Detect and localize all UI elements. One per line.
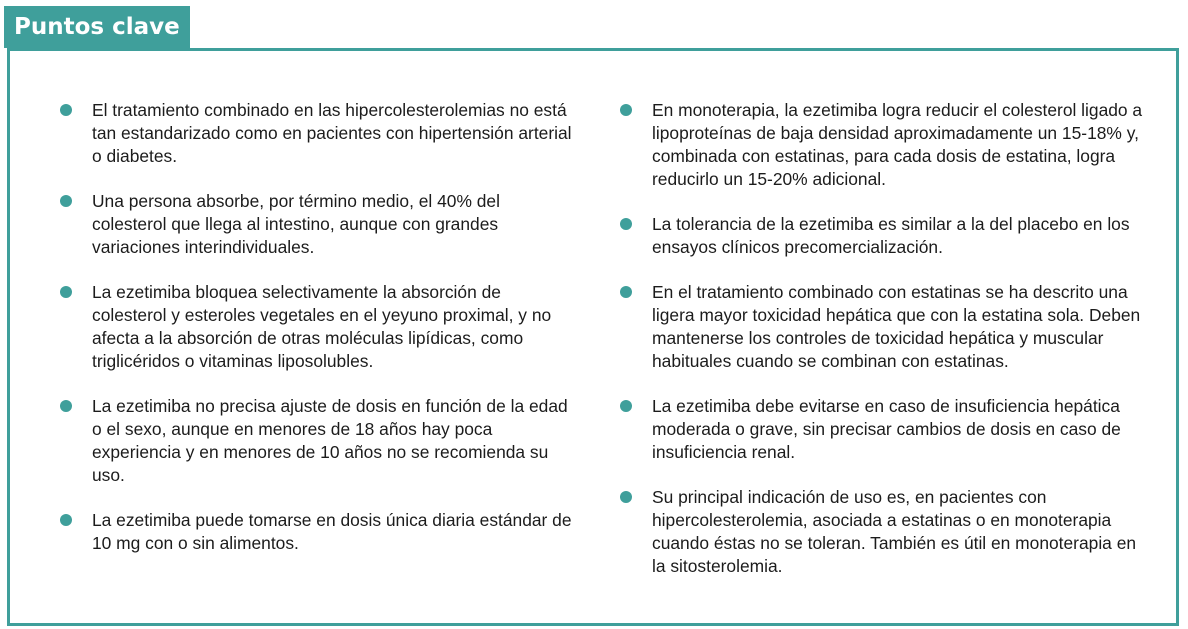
list-item: [620, 281, 1150, 373]
list-item: [60, 281, 575, 373]
bullet-icon: [620, 400, 632, 412]
item-text: La tolerancia de la ezetimiba es similar a la del placebo en los ensayos clínicos precomercialización.: [652, 214, 1130, 257]
item-text: En el tratamiento combinado con estatinas se ha descrito una ligera mayor toxicidad hepática que con la estatina sola. Deben mantenerse los controles de toxicidad hepática y muscular habituales cuando se combinan con estatinas.: [652, 282, 1141, 371]
bullet-icon: [60, 400, 72, 412]
list-item: [620, 213, 1150, 259]
item-text: La ezetimiba no precisa ajuste de dosis en función de la edad o el sexo, aunque en menores de 18 años hay poca experiencia y en menores de 10 años no se recomienda su uso.: [92, 396, 568, 485]
item-text: Una persona absorbe, por término medio, el 40% del colesterol que llega al intestino, aunque con grandes variaciones interindividuales.: [92, 191, 500, 257]
list-item: [620, 99, 1150, 191]
bullet-icon: [620, 491, 632, 503]
bullet-icon: [620, 218, 632, 230]
bullet-icon: [60, 514, 72, 526]
bullet-icon: [620, 104, 632, 116]
bullet-icon: [60, 104, 72, 116]
item-text: En monoterapia, la ezetimiba logra reducir el colesterol ligado a lipoproteínas de baja densidad aproximadamente un 15-18% y, combinada con estatinas, para cada dosis de estatina, logra reducirlo un 15-20% adicional.: [652, 100, 1143, 189]
left-column: [60, 99, 575, 577]
item-text: La ezetimiba puede tomarse en dosis única diaria estándar de 10 mg con o sin alimentos.: [92, 510, 572, 553]
item-text: La ezetimiba bloquea selectivamente la absorción de colesterol y esteroles vegetales en el yeyuno proximal, y no afecta a la absorción de otras moléculas lipídicas, como triglicéridos o vitaminas liposolubles.: [92, 282, 552, 371]
list-item: [60, 190, 575, 259]
item-text: Su principal indicación de uso es, en pacientes con hipercolesterolemia, asociada a estatinas o en monoterapia cuando éstas no se toleran. También es útil en monoterapia en la sitosterolemia.: [652, 487, 1137, 576]
right-column: [620, 99, 1150, 600]
bullet-icon: [60, 286, 72, 298]
item-text: La ezetimiba debe evitarse en caso de insuficiencia hepática moderada o grave, sin precisar cambios de dosis en caso de insuficiencia renal.: [652, 396, 1121, 462]
list-item: [60, 395, 575, 487]
bullet-icon: [60, 195, 72, 207]
list-item: [620, 486, 1150, 578]
key-points-box: [7, 48, 1179, 626]
list-item: [620, 395, 1150, 464]
section-title: Puntos clave: [4, 6, 190, 48]
bullet-icon: [620, 286, 632, 298]
item-text: El tratamiento combinado en las hipercolesterolemias no está tan estandarizado como en pacientes con hipertensión arterial o diabetes.: [92, 100, 572, 166]
list-item: [60, 509, 575, 555]
list-item: [60, 99, 575, 168]
